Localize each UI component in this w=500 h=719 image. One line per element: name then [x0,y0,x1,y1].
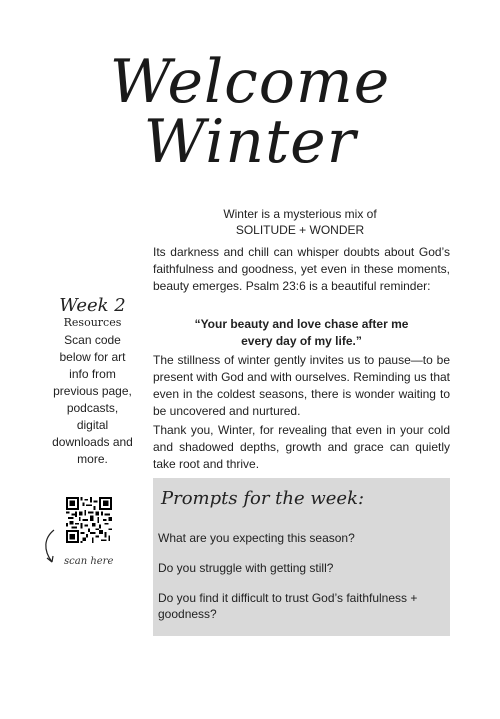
prompts-box [153,478,450,636]
prompt-item: What are you expecting this season? [158,531,355,545]
quote-line-2: every day of my life.” [241,334,362,348]
scan-here-label: scan here [64,556,114,567]
week-label: Week 2 [59,295,126,316]
prompt-item: Do you struggle with getting still? [158,561,334,575]
sidebar [50,296,135,468]
prompt-item: Do you find it difficult to trust God’s faithfulness + goodness? [158,591,418,621]
scripture-quote [153,316,450,350]
intro [150,206,450,238]
scan-text: Scan code below for art info from previous page, podcasts, digital downloads and more. [52,333,133,466]
quote-line-1: “Your beauty and love chase after me [194,317,409,331]
intro-line-2: SOLITUDE + WONDER [235,223,365,237]
prompts-title: Prompts for the week: [161,488,365,509]
paragraph-3: Thank you, Winter, for revealing that even in your cold and shadowed depths, growth and grace can quietly take root and thrive. [153,423,450,471]
page-title: Welcome Winter [109,47,391,177]
paragraph-2: The stillness of winter gently invites us to pause—to be present with God and with ourselves. Reminding us that even in the coldest seasons, there is wonder waiting to be uncovered and nurtured. [153,353,450,418]
resources-label: Resources [63,316,122,329]
paragraph-1: Its darkness and chill can whisper doubts about God’s faithfulness and goodness, yet even in these moments, beauty emerges. Psalm 23:6 is a beautiful reminder: [153,245,450,293]
intro-line-1: Winter is a mysterious mix of [223,207,377,221]
